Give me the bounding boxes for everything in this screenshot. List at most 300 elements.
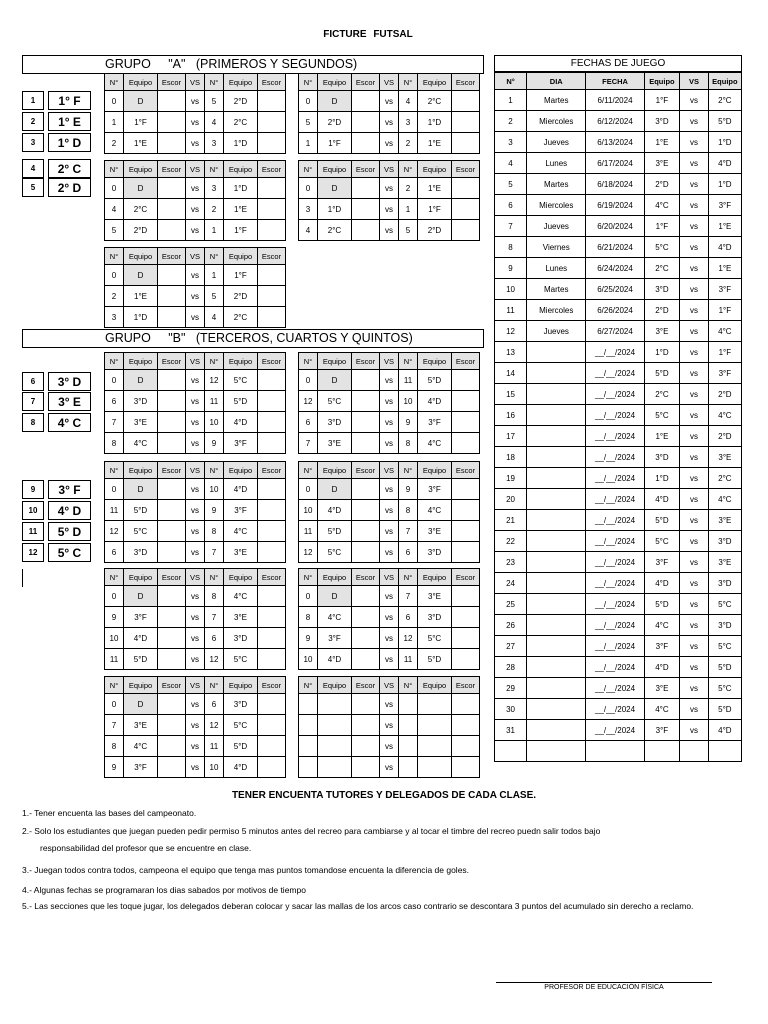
match-cell: 4 bbox=[205, 307, 224, 328]
match-header-cell: Equipo bbox=[124, 74, 158, 91]
match-cell: 1°D bbox=[318, 199, 352, 220]
fecha-row bbox=[495, 531, 742, 552]
match-cell: vs bbox=[380, 715, 399, 736]
fecha-cell: vs bbox=[680, 405, 709, 426]
match-header-cell: Escor bbox=[258, 248, 286, 265]
fecha-row bbox=[495, 573, 742, 594]
match-cell bbox=[452, 586, 480, 607]
fecha-row bbox=[495, 636, 742, 657]
fecha-row bbox=[495, 111, 742, 132]
match-cell: 3°E bbox=[124, 715, 158, 736]
fecha-cell: 6/24/2024 bbox=[586, 258, 644, 279]
match-cell bbox=[452, 607, 480, 628]
match-cell: vs bbox=[380, 500, 399, 521]
match-cell: 12 bbox=[205, 715, 224, 736]
match-row bbox=[105, 178, 286, 199]
match-cell bbox=[158, 112, 186, 133]
match-cell bbox=[158, 178, 186, 199]
match-table bbox=[298, 676, 480, 778]
team-name: 1° F bbox=[48, 91, 91, 110]
match-cell: 9 bbox=[205, 500, 224, 521]
match-header-cell: Escor bbox=[158, 74, 186, 91]
match-cell: 5 bbox=[205, 286, 224, 307]
match-header-cell: VS bbox=[186, 161, 205, 178]
fecha-cell: vs bbox=[680, 468, 709, 489]
match-cell: 10 bbox=[399, 391, 418, 412]
match-header-cell: Equipo bbox=[318, 74, 352, 91]
match-header-cell: Equipo bbox=[418, 462, 452, 479]
fechas-header-cell: Equipo bbox=[644, 73, 680, 90]
match-cell: vs bbox=[186, 112, 205, 133]
match-cell bbox=[352, 112, 380, 133]
match-cell: vs bbox=[186, 286, 205, 307]
fecha-cell: vs bbox=[680, 174, 709, 195]
match-cell: 2°C bbox=[124, 199, 158, 220]
match-cell: 11 bbox=[399, 649, 418, 670]
match-cell: 10 bbox=[105, 628, 124, 649]
match-row bbox=[299, 715, 480, 736]
match-cell bbox=[352, 412, 380, 433]
fecha-cell: 3°D bbox=[644, 447, 680, 468]
fecha-cell: 9 bbox=[495, 258, 527, 279]
match-cell: 10 bbox=[299, 649, 318, 670]
match-row bbox=[105, 715, 286, 736]
fecha-cell bbox=[527, 573, 586, 594]
match-cell: vs bbox=[380, 391, 399, 412]
match-cell bbox=[418, 736, 452, 757]
match-cell bbox=[158, 199, 186, 220]
match-cell: vs bbox=[186, 521, 205, 542]
match-cell bbox=[158, 91, 186, 112]
fecha-cell: Miercoles bbox=[527, 195, 586, 216]
team-number: 10 bbox=[22, 501, 44, 520]
match-cell: 2°C bbox=[318, 220, 352, 241]
fecha-row bbox=[495, 699, 742, 720]
match-header-cell: Equipo bbox=[224, 248, 258, 265]
group-a-title: GRUPO "A" (PRIMEROS Y SEGUNDOS) bbox=[22, 55, 484, 74]
fecha-cell: __/__/2024 bbox=[586, 699, 644, 720]
match-cell bbox=[258, 542, 286, 563]
fecha-cell: 12 bbox=[495, 321, 527, 342]
fecha-cell: 2°D bbox=[644, 174, 680, 195]
match-cell: 11 bbox=[205, 736, 224, 757]
fecha-cell: 13 bbox=[495, 342, 527, 363]
fecha-cell: 1 bbox=[495, 90, 527, 111]
fecha-cell: vs bbox=[680, 258, 709, 279]
fecha-cell: 6 bbox=[495, 195, 527, 216]
match-header-cell: N° bbox=[105, 74, 124, 91]
fecha-cell: __/__/2024 bbox=[586, 342, 644, 363]
match-cell: 3°E bbox=[224, 607, 258, 628]
match-header-cell: Escor bbox=[352, 569, 380, 586]
match-cell: 0 bbox=[105, 91, 124, 112]
match-header-cell: Escor bbox=[352, 677, 380, 694]
fecha-cell: 3°E bbox=[644, 678, 680, 699]
fecha-cell: __/__/2024 bbox=[586, 573, 644, 594]
match-cell bbox=[158, 220, 186, 241]
match-cell: vs bbox=[380, 133, 399, 154]
match-row bbox=[299, 628, 480, 649]
fecha-cell: vs bbox=[680, 300, 709, 321]
match-cell bbox=[299, 694, 318, 715]
fecha-cell: 2°D bbox=[708, 384, 741, 405]
fecha-cell: 1°D bbox=[644, 468, 680, 489]
fecha-cell: vs bbox=[680, 132, 709, 153]
fecha-cell: 22 bbox=[495, 531, 527, 552]
fecha-row bbox=[495, 468, 742, 489]
fecha-cell bbox=[527, 363, 586, 384]
team-entry bbox=[22, 178, 91, 197]
match-header-cell: Equipo bbox=[124, 353, 158, 370]
match-header-cell: VS bbox=[380, 74, 399, 91]
fecha-cell: 4°D bbox=[708, 720, 741, 741]
match-cell bbox=[158, 391, 186, 412]
match-cell bbox=[258, 265, 286, 286]
match-header-cell: Equipo bbox=[318, 569, 352, 586]
match-cell: vs bbox=[186, 199, 205, 220]
fecha-cell: 5°D bbox=[644, 594, 680, 615]
fecha-cell: __/__/2024 bbox=[586, 510, 644, 531]
match-cell: 8 bbox=[399, 433, 418, 454]
fecha-cell: 8 bbox=[495, 237, 527, 258]
fecha-cell bbox=[527, 342, 586, 363]
match-cell: 3°D bbox=[418, 607, 452, 628]
match-header-cell: N° bbox=[399, 353, 418, 370]
fecha-cell: 29 bbox=[495, 678, 527, 699]
fecha-cell: 4°C bbox=[708, 321, 741, 342]
match-header-cell: VS bbox=[186, 569, 205, 586]
fecha-cell: 14 bbox=[495, 363, 527, 384]
match-cell: 3°F bbox=[318, 628, 352, 649]
match-cell: vs bbox=[186, 370, 205, 391]
match-cell bbox=[258, 433, 286, 454]
match-header-cell: N° bbox=[399, 462, 418, 479]
fecha-cell: 5°C bbox=[708, 636, 741, 657]
match-cell: 10 bbox=[299, 500, 318, 521]
fecha-cell: 1°F bbox=[644, 216, 680, 237]
fecha-row bbox=[495, 363, 742, 384]
match-row bbox=[299, 542, 480, 563]
team-name: 3° F bbox=[48, 480, 91, 499]
fecha-cell: Jueves bbox=[527, 132, 586, 153]
fecha-cell: 4°C bbox=[644, 195, 680, 216]
match-cell bbox=[318, 736, 352, 757]
fecha-cell: 4°C bbox=[644, 699, 680, 720]
fecha-cell bbox=[527, 657, 586, 678]
match-header-cell: Escor bbox=[352, 462, 380, 479]
match-header-cell: Escor bbox=[452, 353, 480, 370]
match-header-cell: Equipo bbox=[418, 677, 452, 694]
fecha-cell: 1°E bbox=[708, 258, 741, 279]
fecha-row bbox=[495, 552, 742, 573]
fecha-row bbox=[495, 510, 742, 531]
match-header-cell: Escor bbox=[452, 462, 480, 479]
match-row bbox=[105, 649, 286, 670]
fecha-cell: 3°F bbox=[644, 636, 680, 657]
match-cell bbox=[352, 736, 380, 757]
match-cell: 1°F bbox=[124, 112, 158, 133]
match-cell bbox=[399, 757, 418, 778]
fecha-cell: 6/25/2024 bbox=[586, 279, 644, 300]
match-header-cell: Escor bbox=[158, 677, 186, 694]
fecha-cell bbox=[527, 636, 586, 657]
match-cell: 3°E bbox=[418, 521, 452, 542]
fecha-cell: vs bbox=[680, 510, 709, 531]
fecha-cell bbox=[586, 741, 644, 762]
match-cell: 5°C bbox=[224, 715, 258, 736]
fecha-cell: 5°D bbox=[708, 111, 741, 132]
match-cell bbox=[158, 757, 186, 778]
match-cell: D bbox=[124, 479, 158, 500]
match-cell: 5°D bbox=[224, 391, 258, 412]
match-header-cell: N° bbox=[205, 248, 224, 265]
team-name: 1° D bbox=[48, 133, 91, 152]
fecha-cell: 23 bbox=[495, 552, 527, 573]
match-cell: 6 bbox=[399, 607, 418, 628]
match-cell: 8 bbox=[299, 607, 318, 628]
match-row bbox=[299, 178, 480, 199]
match-cell bbox=[258, 607, 286, 628]
fecha-cell: vs bbox=[680, 195, 709, 216]
team-entry bbox=[22, 501, 91, 520]
match-row bbox=[105, 307, 286, 328]
match-header-cell: Equipo bbox=[224, 569, 258, 586]
fecha-cell: Viernes bbox=[527, 237, 586, 258]
match-cell: 4°C bbox=[318, 607, 352, 628]
match-cell: 11 bbox=[105, 649, 124, 670]
match-table bbox=[104, 461, 286, 563]
match-table bbox=[298, 461, 480, 563]
match-cell: vs bbox=[380, 607, 399, 628]
match-cell: 1°E bbox=[224, 199, 258, 220]
match-row bbox=[299, 91, 480, 112]
match-cell: vs bbox=[380, 757, 399, 778]
match-cell: 12 bbox=[205, 370, 224, 391]
match-row bbox=[299, 649, 480, 670]
match-cell: 2°C bbox=[224, 307, 258, 328]
fecha-cell: 3°F bbox=[708, 195, 741, 216]
match-cell bbox=[258, 133, 286, 154]
fecha-row bbox=[495, 90, 742, 111]
fecha-cell: 19 bbox=[495, 468, 527, 489]
match-cell: 3°D bbox=[224, 628, 258, 649]
match-cell bbox=[158, 433, 186, 454]
match-header-cell: Equipo bbox=[318, 353, 352, 370]
match-cell: 0 bbox=[299, 479, 318, 500]
match-header-cell: N° bbox=[299, 353, 318, 370]
match-header-cell: Escor bbox=[452, 677, 480, 694]
match-cell bbox=[452, 178, 480, 199]
match-cell: 5°C bbox=[418, 628, 452, 649]
match-cell bbox=[258, 199, 286, 220]
team-entry bbox=[22, 91, 91, 110]
fecha-cell: 2°D bbox=[644, 300, 680, 321]
match-header-cell: VS bbox=[186, 353, 205, 370]
match-cell: 10 bbox=[205, 479, 224, 500]
match-cell bbox=[158, 286, 186, 307]
match-cell: 2°D bbox=[224, 91, 258, 112]
match-header-cell: VS bbox=[380, 677, 399, 694]
match-row bbox=[105, 199, 286, 220]
match-row bbox=[299, 391, 480, 412]
match-cell: 7 bbox=[299, 433, 318, 454]
match-cell: 3 bbox=[105, 307, 124, 328]
match-cell: 8 bbox=[105, 736, 124, 757]
match-cell: vs bbox=[186, 628, 205, 649]
fecha-cell: 17 bbox=[495, 426, 527, 447]
match-cell: vs bbox=[380, 220, 399, 241]
match-cell bbox=[258, 391, 286, 412]
match-cell: 5°D bbox=[418, 649, 452, 670]
match-cell: 1 bbox=[205, 220, 224, 241]
fecha-row bbox=[495, 615, 742, 636]
fecha-row bbox=[495, 279, 742, 300]
match-cell: D bbox=[318, 479, 352, 500]
fecha-cell: 21 bbox=[495, 510, 527, 531]
match-cell: D bbox=[124, 694, 158, 715]
match-cell: vs bbox=[380, 628, 399, 649]
fecha-cell: 5°C bbox=[644, 405, 680, 426]
match-cell: vs bbox=[186, 433, 205, 454]
match-row bbox=[299, 586, 480, 607]
match-cell bbox=[399, 736, 418, 757]
match-cell: 1°F bbox=[318, 133, 352, 154]
fecha-cell: 4°D bbox=[644, 657, 680, 678]
match-table bbox=[104, 160, 286, 241]
match-cell bbox=[158, 694, 186, 715]
match-cell: 0 bbox=[105, 370, 124, 391]
team-name: 3° E bbox=[48, 392, 91, 411]
match-cell: vs bbox=[186, 586, 205, 607]
fecha-cell: __/__/2024 bbox=[586, 363, 644, 384]
fecha-cell: Miercoles bbox=[527, 300, 586, 321]
match-row bbox=[105, 412, 286, 433]
match-header-cell: Escor bbox=[352, 74, 380, 91]
match-cell: vs bbox=[380, 112, 399, 133]
match-cell: vs bbox=[186, 694, 205, 715]
match-header-cell: Equipo bbox=[418, 569, 452, 586]
match-header-cell: N° bbox=[205, 462, 224, 479]
fecha-cell bbox=[527, 489, 586, 510]
fecha-cell: vs bbox=[680, 720, 709, 741]
fecha-cell: vs bbox=[680, 342, 709, 363]
match-cell: 5°D bbox=[418, 370, 452, 391]
match-cell: 6 bbox=[205, 694, 224, 715]
fecha-cell: 3°D bbox=[708, 573, 741, 594]
fecha-row bbox=[495, 132, 742, 153]
match-cell: vs bbox=[380, 521, 399, 542]
fecha-cell: 6/19/2024 bbox=[586, 195, 644, 216]
match-cell bbox=[452, 736, 480, 757]
fecha-cell bbox=[644, 741, 680, 762]
match-header-cell: Escor bbox=[158, 569, 186, 586]
match-cell bbox=[158, 500, 186, 521]
match-row bbox=[299, 607, 480, 628]
fecha-cell: 3°E bbox=[708, 510, 741, 531]
fecha-cell: __/__/2024 bbox=[586, 678, 644, 699]
match-cell: 4 bbox=[299, 220, 318, 241]
match-header-cell: Escor bbox=[158, 353, 186, 370]
match-cell: 6 bbox=[205, 628, 224, 649]
match-cell bbox=[158, 715, 186, 736]
fecha-cell: vs bbox=[680, 489, 709, 510]
match-cell bbox=[158, 412, 186, 433]
fecha-cell: __/__/2024 bbox=[586, 405, 644, 426]
fecha-row bbox=[495, 720, 742, 741]
match-cell: 9 bbox=[399, 412, 418, 433]
match-cell: vs bbox=[186, 736, 205, 757]
match-cell bbox=[258, 307, 286, 328]
match-cell bbox=[418, 715, 452, 736]
match-cell: 11 bbox=[299, 521, 318, 542]
fecha-cell: 1°D bbox=[644, 342, 680, 363]
match-cell: 1°D bbox=[224, 178, 258, 199]
fecha-row bbox=[495, 489, 742, 510]
match-header-cell: Escor bbox=[158, 161, 186, 178]
match-cell bbox=[418, 757, 452, 778]
match-cell: 4 bbox=[399, 91, 418, 112]
fecha-cell: 6/20/2024 bbox=[586, 216, 644, 237]
match-cell bbox=[158, 370, 186, 391]
fecha-cell: 4°D bbox=[708, 153, 741, 174]
match-cell: vs bbox=[380, 91, 399, 112]
match-cell bbox=[452, 715, 480, 736]
match-cell: 6 bbox=[105, 542, 124, 563]
fecha-cell: __/__/2024 bbox=[586, 552, 644, 573]
match-cell: 4°D bbox=[318, 649, 352, 670]
fecha-cell: 31 bbox=[495, 720, 527, 741]
match-row bbox=[105, 521, 286, 542]
fechas-header-cell: VS bbox=[680, 73, 709, 90]
match-header-cell: Equipo bbox=[124, 248, 158, 265]
team-number: 5 bbox=[22, 178, 44, 197]
match-cell: vs bbox=[186, 265, 205, 286]
match-cell: 5°C bbox=[124, 521, 158, 542]
fecha-row bbox=[495, 384, 742, 405]
match-table bbox=[298, 568, 480, 670]
team-number: 2 bbox=[22, 112, 44, 131]
match-row bbox=[299, 199, 480, 220]
match-row bbox=[105, 607, 286, 628]
match-cell bbox=[352, 91, 380, 112]
fecha-cell: Martes bbox=[527, 174, 586, 195]
fecha-cell: __/__/2024 bbox=[586, 384, 644, 405]
fecha-cell: 27 bbox=[495, 636, 527, 657]
match-cell: vs bbox=[380, 370, 399, 391]
fecha-cell: 6/13/2024 bbox=[586, 132, 644, 153]
match-cell bbox=[158, 133, 186, 154]
match-cell: 1°E bbox=[418, 133, 452, 154]
match-row bbox=[105, 500, 286, 521]
team-name: 1° E bbox=[48, 112, 91, 131]
match-row bbox=[299, 694, 480, 715]
match-header-cell: N° bbox=[105, 248, 124, 265]
match-cell bbox=[258, 286, 286, 307]
match-header-cell: N° bbox=[205, 353, 224, 370]
match-cell: 10 bbox=[205, 412, 224, 433]
match-header-cell: N° bbox=[205, 569, 224, 586]
match-cell: 1°E bbox=[124, 286, 158, 307]
match-row bbox=[105, 628, 286, 649]
fecha-cell: 3°F bbox=[644, 720, 680, 741]
fechas-header-cell: Equipo bbox=[708, 73, 741, 90]
match-row bbox=[105, 542, 286, 563]
match-cell: 4°C bbox=[224, 521, 258, 542]
match-cell bbox=[352, 178, 380, 199]
match-cell bbox=[158, 607, 186, 628]
team-entry bbox=[22, 480, 91, 499]
match-cell: 3 bbox=[299, 199, 318, 220]
